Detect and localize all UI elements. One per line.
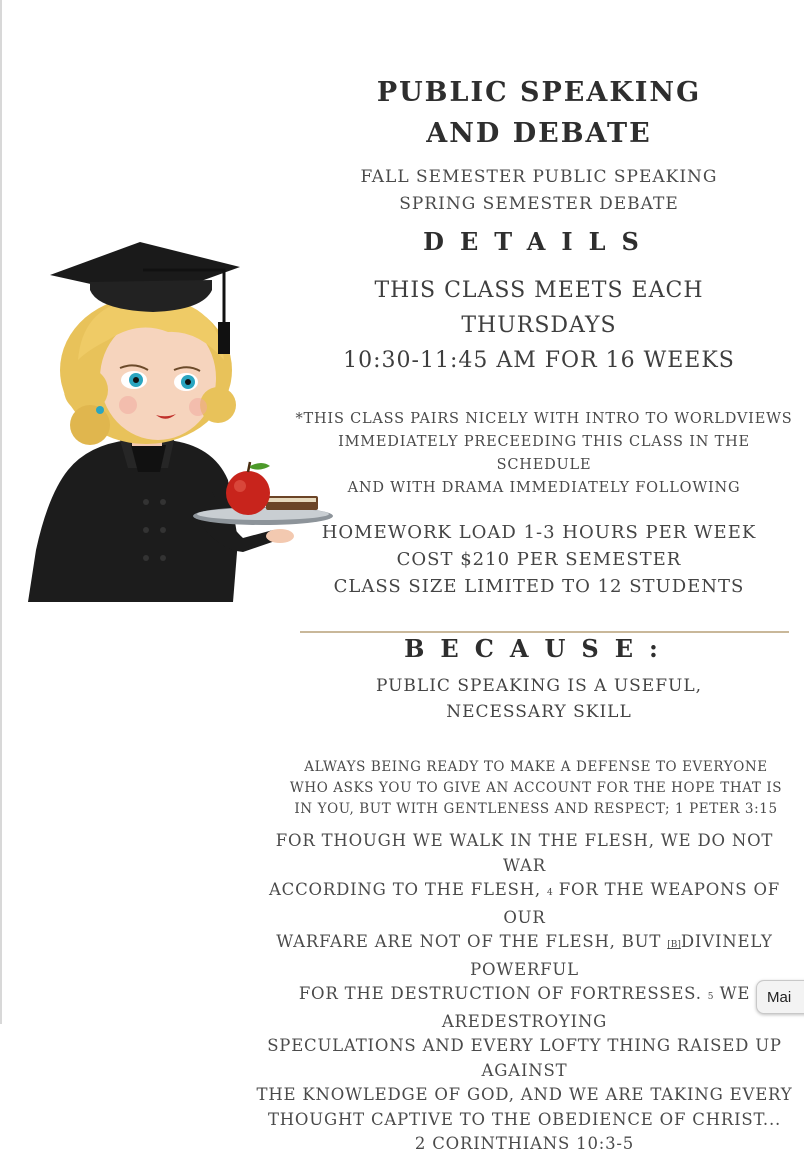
corinthians-quote bbox=[252, 829, 797, 1157]
mail-chip-button[interactable]: Mai bbox=[756, 980, 804, 1014]
subtitle-line-2: SPRING SEMESTER DEBATE bbox=[399, 194, 679, 214]
semester-subtitle bbox=[300, 164, 778, 218]
peter-quote bbox=[286, 757, 786, 820]
cost: COST $210 PER SEMESTER bbox=[396, 549, 682, 570]
reason-line-1: PUBLIC SPEAKING IS A USEFUL, bbox=[375, 676, 703, 696]
quote2-line-2 bbox=[252, 878, 797, 930]
quote1-line-2: WHO ASKS YOU TO GIVE AN ACCOUNT FOR THE HOPE THAT IS bbox=[289, 780, 783, 796]
quote2-citation: 2 CORINTHIANS 10:3-5 bbox=[414, 1134, 635, 1153]
quote2-line-4 bbox=[252, 982, 797, 1034]
class-facts bbox=[300, 519, 778, 600]
subtitle-line-1: FALL SEMESTER PUBLIC SPEAKING bbox=[360, 167, 718, 187]
title-line-2: AND DEBATE bbox=[426, 118, 652, 149]
quote2-line-3a: WARFARE ARE NOT OF THE FLESH, BUT bbox=[276, 932, 662, 951]
meeting-line-1: THIS CLASS MEETS EACH bbox=[374, 278, 704, 303]
meeting-info bbox=[300, 273, 778, 378]
section-divider bbox=[300, 631, 789, 633]
verse-number-4: 4 bbox=[547, 888, 553, 898]
quote2-line-3b: DIVINELY POWERFUL bbox=[470, 932, 773, 979]
quote2-line-2b: FOR THE WEAPONS OF OUR bbox=[503, 880, 781, 927]
page-edge bbox=[0, 0, 2, 1024]
quote2-line-2a: ACCORDING TO THE FLESH, bbox=[268, 880, 541, 899]
quote2-line-1: FOR THOUGH WE WALK IN THE FLESH, WE DO NOT WAR bbox=[275, 831, 774, 875]
quote1-line-3: IN YOU, BUT WITH GENTLENESS AND RESPECT; 1 PETER 3:15 bbox=[294, 801, 778, 817]
class-size: CLASS SIZE LIMITED TO 12 STUDENTS bbox=[333, 576, 745, 597]
note-line-3: AND WITH DRAMA IMMEDIATELY FOLLOWING bbox=[347, 480, 741, 496]
reason-text bbox=[300, 673, 778, 725]
page-title bbox=[300, 72, 778, 154]
pairing-note bbox=[292, 408, 796, 500]
quote2-line-5: SPECULATIONS AND EVERY LOFTY THING RAISED UP AGAINST bbox=[267, 1036, 782, 1080]
footnote-link[interactable]: [B] bbox=[667, 940, 681, 950]
note-line-2: IMMEDIATELY PRECEEDING THIS CLASS IN THE SCHEDULE bbox=[338, 434, 750, 473]
meeting-line-2: THURSDAYS bbox=[461, 313, 617, 338]
details-heading: DETAILS bbox=[423, 227, 655, 256]
title-line-1: PUBLIC SPEAKING bbox=[376, 77, 702, 108]
quote1-line-1: ALWAYS BEING READY TO MAKE A DEFENSE TO EVERYONE bbox=[304, 759, 768, 775]
quote2-line-6: THE KNOWLEDGE OF GOD, AND WE ARE TAKING EVERY bbox=[256, 1085, 793, 1104]
because-heading: BECAUSE: bbox=[404, 634, 674, 663]
reason-line-2: NECESSARY SKILL bbox=[446, 702, 632, 722]
quote2-line-3 bbox=[252, 930, 797, 982]
verse-number-5: 5 bbox=[707, 992, 714, 1002]
meeting-line-3: 10:30-11:45 AM FOR 16 WEEKS bbox=[343, 348, 735, 373]
quote2-line-7: THOUGHT CAPTIVE TO THE OBEDIENCE OF CHRIST... bbox=[267, 1109, 782, 1129]
quote2-line-4a: FOR THE DESTRUCTION OF FORTRESSES. bbox=[298, 984, 702, 1003]
homework-load: HOMEWORK LOAD 1-3 HOURS PER WEEK bbox=[321, 522, 757, 543]
quote2-line-4b: WE AREDESTROYING bbox=[441, 984, 751, 1031]
note-line-1: *THIS CLASS PAIRS NICELY WITH INTRO TO WORLDVIEWS bbox=[295, 411, 793, 427]
